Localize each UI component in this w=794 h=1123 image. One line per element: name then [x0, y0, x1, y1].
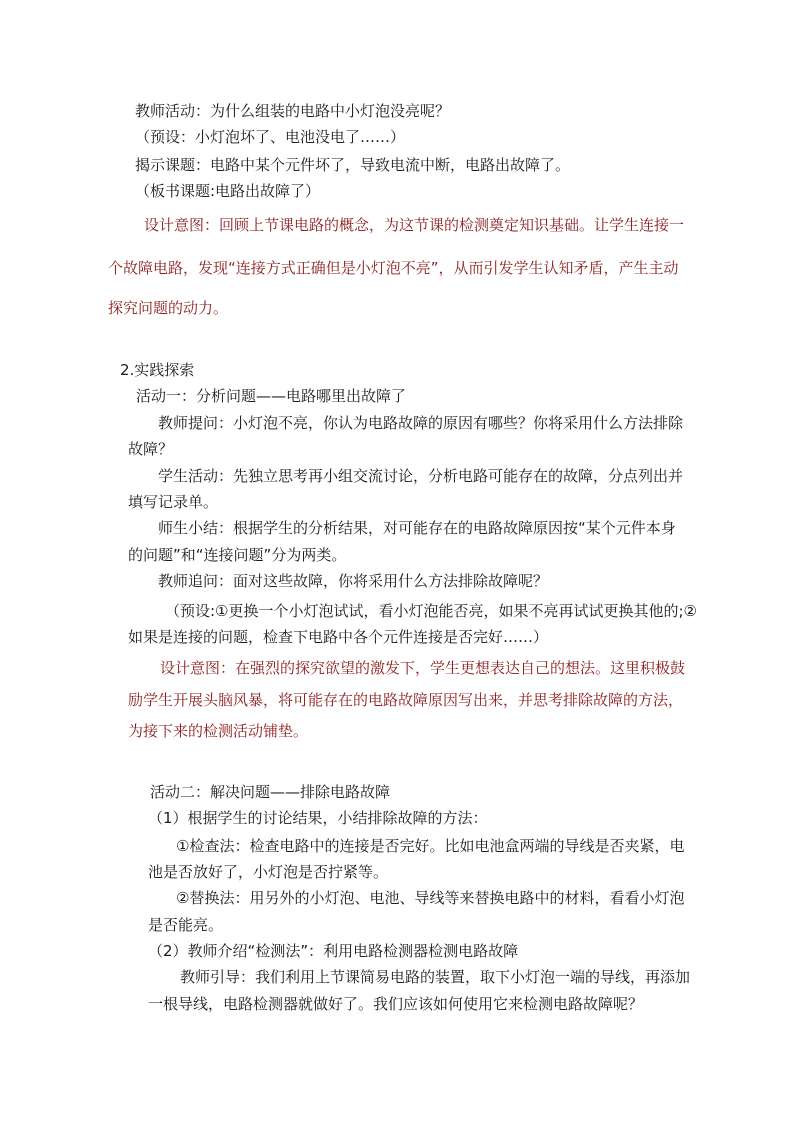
summary: 师生小结：根据学生的分析结果，对可能存在的电路故障原因按“某个元件本身	[158, 519, 676, 537]
method-text: 池是否放好了，小灯泡是否拧紧等。	[148, 863, 389, 881]
teacher-guide: 教师引导：我们利用上节课简易电路的装置，取下小灯泡一端的导线，再添加	[180, 968, 691, 986]
step-text: （1）根据学生的讨论结果，小结排除故障的方法：	[148, 809, 488, 827]
student-activity: 填写记录单。	[128, 493, 219, 511]
board-topic: （板书课题:电路出故障了）	[135, 182, 321, 200]
method-text: ②替换法：用另外的小灯泡、电池、导线等来替换电路中的材料，看看小灯泡	[176, 889, 685, 907]
activity-title: 活动二：解决问题——排除电路故障	[150, 783, 391, 801]
design-intent-line: 设计意图：回顾上节课电路的概念，为这节课的检测奠定知识基础。让学生连接一	[144, 216, 685, 234]
design-intent-line: 个故障电路，发现“连接方式正确但是小灯泡不亮”，从而引发学生认知矛盾，产生主动	[108, 259, 679, 277]
teacher-question: 教师提问：小灯泡不亮，你认为电路故障的原因有哪些？你将采用什么方法排除	[158, 414, 684, 432]
teacher-guide: 一根导线，电路检测器就做好了。我们应该如何使用它来检测电路故障呢？	[148, 995, 644, 1013]
design-intent-line: 探究问题的动力。	[108, 299, 229, 317]
teacher-activity: 教师活动：为什么组装的电路中小灯泡没亮呢？	[135, 102, 451, 120]
follow-up-question: 教师追问：面对这些故障，你将采用什么方法排除故障呢？	[158, 572, 549, 590]
step-text: （2）教师介绍“检测法”：利用电路检测器检测电路故障	[148, 942, 519, 960]
preset-answer: 如果是连接的问题，检查下电路中各个元件连接是否完好……）	[128, 628, 549, 646]
design-intent-line: 为接下来的检测活动铺垫。	[128, 722, 309, 740]
summary: 的问题”和“连接问题”分为两类。	[128, 546, 347, 564]
design-intent-line: 设计意图：在强烈的探究欲望的激发下，学生更想表达自己的想法。这里积极鼓	[160, 659, 686, 677]
teacher-question: 故障？	[128, 440, 174, 458]
preset-answer: （预设:①更换一个小灯泡试试，看小灯泡能否亮，如果不亮再试试更换其他的;②	[165, 602, 698, 620]
preset-answer: （预设：小灯泡坏了、电池没电了……）	[135, 128, 406, 146]
activity-title: 活动一：分析问题——电路哪里出故障了	[136, 387, 407, 405]
design-intent-line: 励学生开展头脑风暴，将可能存在的电路故障原因写出来，并思考排除故障的方法，	[128, 691, 684, 709]
section-heading: 2.实践探索	[120, 361, 195, 379]
student-activity: 学生活动：先独立思考再小组交流讨论，分析电路可能存在的故障，分点列出并	[158, 467, 684, 485]
reveal-topic: 揭示课题：电路中某个元件坏了，导致电流中断，电路出故障了。	[135, 156, 571, 174]
method-text: ①检查法：检查电路中的连接是否完好。比如电池盒两端的导线是否夹紧，电	[176, 837, 685, 855]
method-text: 是否能亮。	[148, 916, 224, 934]
